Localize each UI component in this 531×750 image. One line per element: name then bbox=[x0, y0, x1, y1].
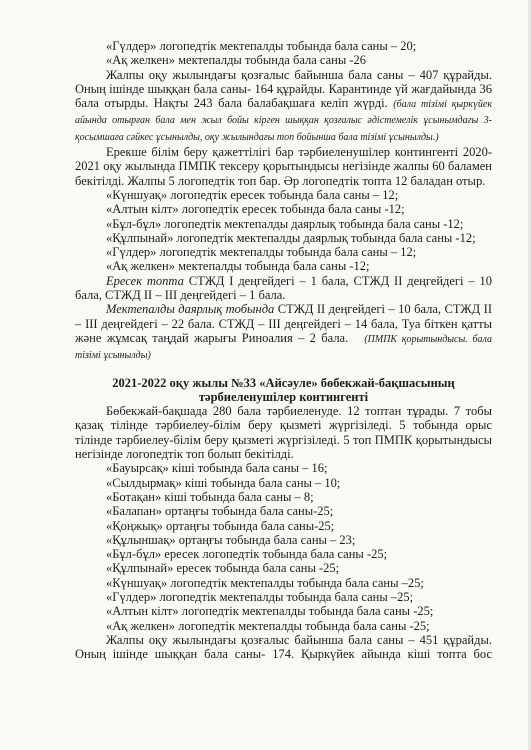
special-needs-paragraph: Ерекше білім беру қажеттілігі бар тәрбиеленушілер контингенті 2020-2021 оқу жылында ПМПК тексеру қорытындысы негізінде жалпы 60 баламен бекітілді. Жалпы 5 логопедтік топ бар. Әр логопедтік топта 12 баладан отыр. bbox=[75, 145, 492, 188]
group-count-item: «Күншуақ» логопедтік ересек тобында бала саны – 12; bbox=[106, 187, 399, 202]
section-heading-line: тәрбиеленушілер контингенті bbox=[198, 389, 369, 404]
group-count-item: «Ботақан» кіші тобында бала саны – 8; bbox=[106, 489, 314, 504]
group-count-item: «Ақ желкен» логопедтік мектепалды тобында бала саны -25; bbox=[106, 618, 430, 633]
prep-group-diagnosis-text: СТЖД II деңгейдегі – 10 бала, СТЖД II – III деңгейдегі – 22 бала. СТЖД – III деңгейдегі – 14 бала, Туа біткен қатты және жұмсақ таңдай жарығы Риноалия – 2 бала. bbox=[75, 302, 492, 345]
prep-group-diagnosis-paragraph bbox=[75, 302, 492, 363]
enrollment-movement-text: Жалпы оқу жылындағы қозғалыс байынша бала саны – 407 құрайды. Оның ішінде шыққан бала саны- 164 құрайды. Карантинде үй жағдайында 36 бала отырды. Нақты 243 бала балабақшаға келіп жүрді. bbox=[75, 67, 492, 111]
group-count-item: «Құлпынай» логопедтік мектепалды даярлық тобында бала саны -12; bbox=[106, 230, 476, 245]
group-count-item: «Балапан» ортаңғы тобында бала саны-25; bbox=[106, 504, 334, 519]
senior-group-label: Ересек топта bbox=[106, 273, 184, 288]
group-count-item: «Құлыншақ» ортаңғы тобында бала саны – 23; bbox=[106, 532, 356, 547]
group-count-item: «Бұл-бұл» ересек логопедтік тобында бала саны -25; bbox=[106, 547, 388, 562]
group-count-item: «Гүлдер» логопедтік мектепалды тобында бала саны –25; bbox=[106, 589, 414, 604]
group-count-item: «Ақ желкен» мектепалды тобында бала саны -26 bbox=[106, 53, 367, 68]
group-count-item: «Күншуақ» логопедтік мектепалды тобында бала саны –25; bbox=[106, 575, 424, 590]
group-count-item: «Бауырсақ» кіші тобында бала саны – 16; bbox=[106, 461, 328, 476]
group-count-item: «Сылдырмақ» кіші тобында бала саны – 10; bbox=[106, 475, 341, 490]
enrollment-movement-paragraph: Жалпы оқу жылындағы қозғалыс байынша бала саны – 451 құрайды. Оның ішінде шыққан бала саны- 174. Қыркүйек айында кіші топта бос bbox=[75, 632, 492, 662]
group-count-item: «Бұл-бұл» логопедтік мектепалды даярлық тобында бала саны -12; bbox=[106, 216, 464, 231]
group-count-item: «Қоңжық» ортаңғы тобында бала саны-25; bbox=[106, 518, 335, 533]
section-heading-line: 2021-2022 оқу жылы №33 «Айсәуле» бөбекжай-бақшасының bbox=[112, 375, 455, 390]
group-count-item: «Ақ желкен» мектепалды тобында бала саны -12; bbox=[106, 259, 370, 274]
group-count-item: «Алтын кілт» логопедтік ересек тобында бала саны -12; bbox=[106, 202, 405, 217]
kindergarten-intro-paragraph: Бөбекжай-бақшада 280 бала тәрбиеленуде. 12 топтан тұрады. 7 тобы қазақ тілінде тәрбиелеу-білім беру қызметі жүргізіледі. 5 тобында орыс тілінде тәрбиелеу-білім беру қызметі жүргізіледі. 5 топ ПМПК қорытындысы негізінде логопедтік топ болып бекітілді. bbox=[75, 404, 492, 462]
prep-group-note: (ПМПК қорытындысы. бала тізімі ұсынылды) bbox=[75, 333, 493, 362]
senior-group-diagnosis-paragraph bbox=[75, 274, 492, 303]
senior-group-diagnosis-text: СТЖД I деңгейдегі – 1 бала, СТЖД II деңгейдегі – 10 бала, СТЖД II – III деңгейдегі – 1 бала. bbox=[75, 273, 492, 303]
group-count-item: «Алтын кілт» логопедтік мектепалды тобында бала саны -25; bbox=[106, 604, 434, 619]
group-count-item: «Гүлдер» логопедтік мектепалды тобында бала саны – 12; bbox=[106, 245, 417, 260]
prep-group-label: Мектепалды даярлық тобында bbox=[106, 302, 275, 317]
document-body bbox=[75, 39, 492, 661]
group-count-item: «Гүлдер» логопедтік мектепалды тобында бала саны – 20; bbox=[106, 39, 417, 53]
section-heading bbox=[75, 376, 492, 405]
enrollment-movement-note: (бала тізімі қыркүйек айында отырған бала мен жыл бойы кірген шыққан қозғалыс әдістемелік ұсынымдағы 3- қосымшаға сәйкес ұсынылды, оқу жылындағы топ бойынша бала тізімі ұсынылды.) bbox=[75, 99, 492, 143]
enrollment-movement-paragraph bbox=[75, 68, 492, 145]
group-count-item: «Құлпынай» ересек тобында бала саны -25; bbox=[106, 561, 340, 576]
